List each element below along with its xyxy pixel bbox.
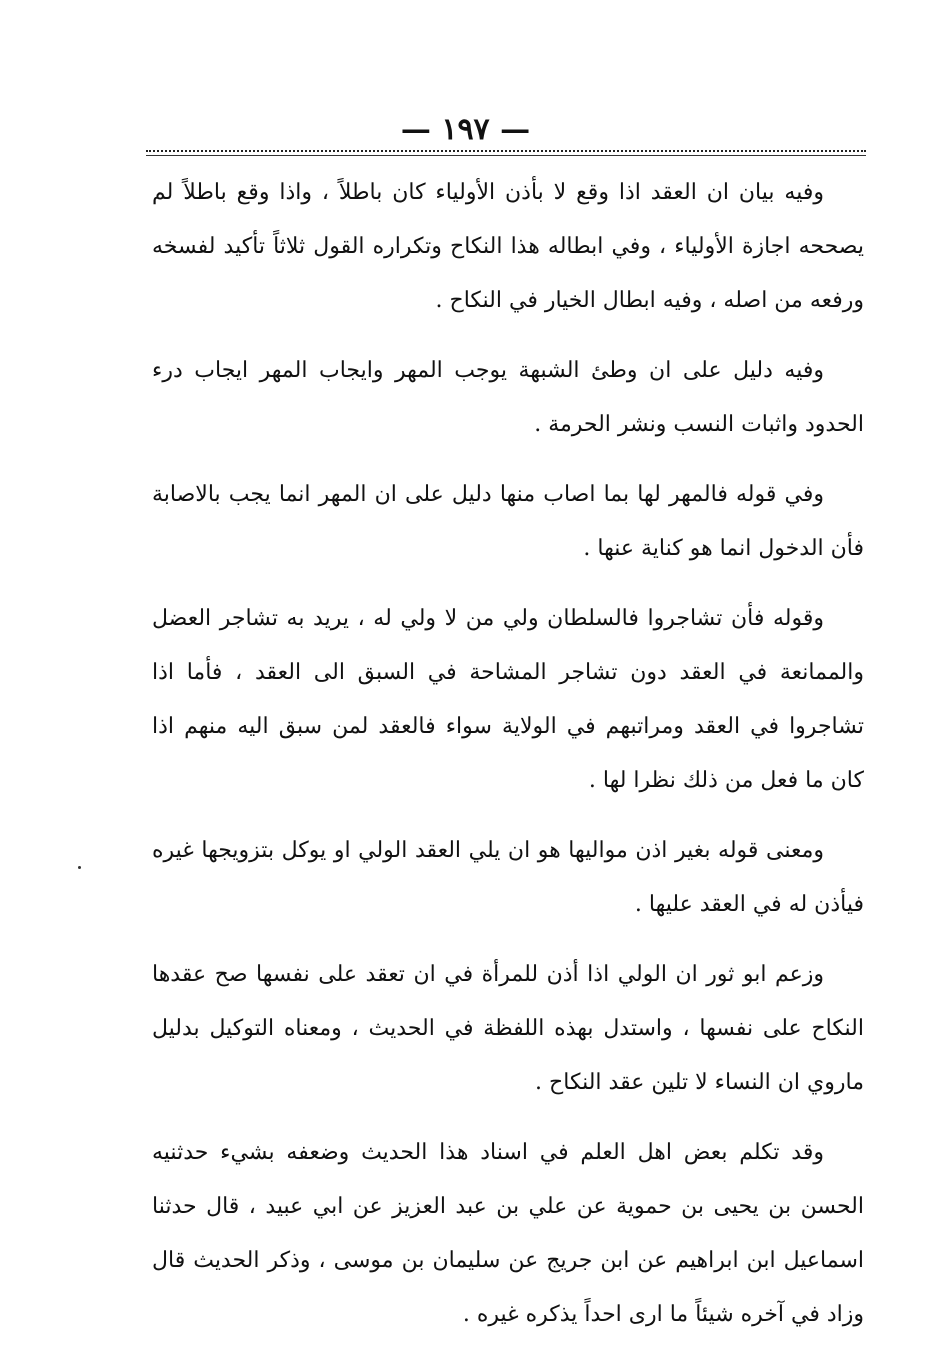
header-dotted-rule [146, 150, 866, 152]
paragraph-4: وقوله فأن تشاجروا فالسلطان ولي من لا ولي له ، يريد به تشاجر العضل والممانعة في العقد دون تشاجر المشاحة في السبق الى العقد ، فأما اذا تشاجروا في العقد ومراتبهم في الولاية سواء فالعقد لمن سبق اليه منهم اذا كان ما فعل من ذلك نظرا لها . [152, 606, 864, 793]
paragraph-6: وزعم ابو ثور ان الولي اذا أذن للمرأة في ان تعقد على نفسها صح عقدها النكاح على نفسها ، واستدل بهذه اللفظة في الحديث ، ومعناه التوكيل بدليل ماروي ان النساء لا تلين عقد النكاح . [152, 962, 864, 1095]
paragraph-2: وفيه دليل على ان وطئ الشبهة يوجب المهر وايجاب المهر ايجاب درء الحدود واثبات النسب ونشر الحرمة . [152, 358, 864, 437]
paragraph-5: ومعنى قوله بغير اذن مواليها هو ان يلي العقد الولي او يوكل بتزويجها غيره فيأذن له في العقد عليها . [152, 838, 864, 917]
scan-speck [78, 866, 81, 869]
header-rule [146, 155, 866, 156]
page-number: — ۱۹۷ — [400, 112, 531, 147]
paragraph-1: وفيه بيان ان العقد اذا وقع لا بأذن الأولياء كان باطلاً ، واذا وقع باطلاً لم يصححه اجازة الأولياء ، وفي ابطاله هذا النكاح وتكراره القول ثلاثاً تأكيد لفسخه ورفعه من اصله ، وفيه ابطال الخيار في النكاح . [152, 180, 864, 313]
paragraph-7: وقد تكلم بعض اهل العلم في اسناد هذا الحديث وضعفه بشيء حدثنيه الحسن بن يحيى بن حموية عن علي بن عبد العزيز عن ابي عبيد ، قال حدثنا اسماعيل ابن ابراهيم عن ابن جريج عن سليمان بن موسى ، وذكر الحديث قال وزاد في آخره شيئاً ما ارى احداً يذكره غيره . [152, 1140, 864, 1327]
paragraph-3: وفي قوله فالمهر لها بما اصاب منها دليل على ان المهر انما يجب بالاصابة فأن الدخول انما هو كناية عنها . [152, 482, 864, 561]
page-body [152, 166, 864, 1342]
